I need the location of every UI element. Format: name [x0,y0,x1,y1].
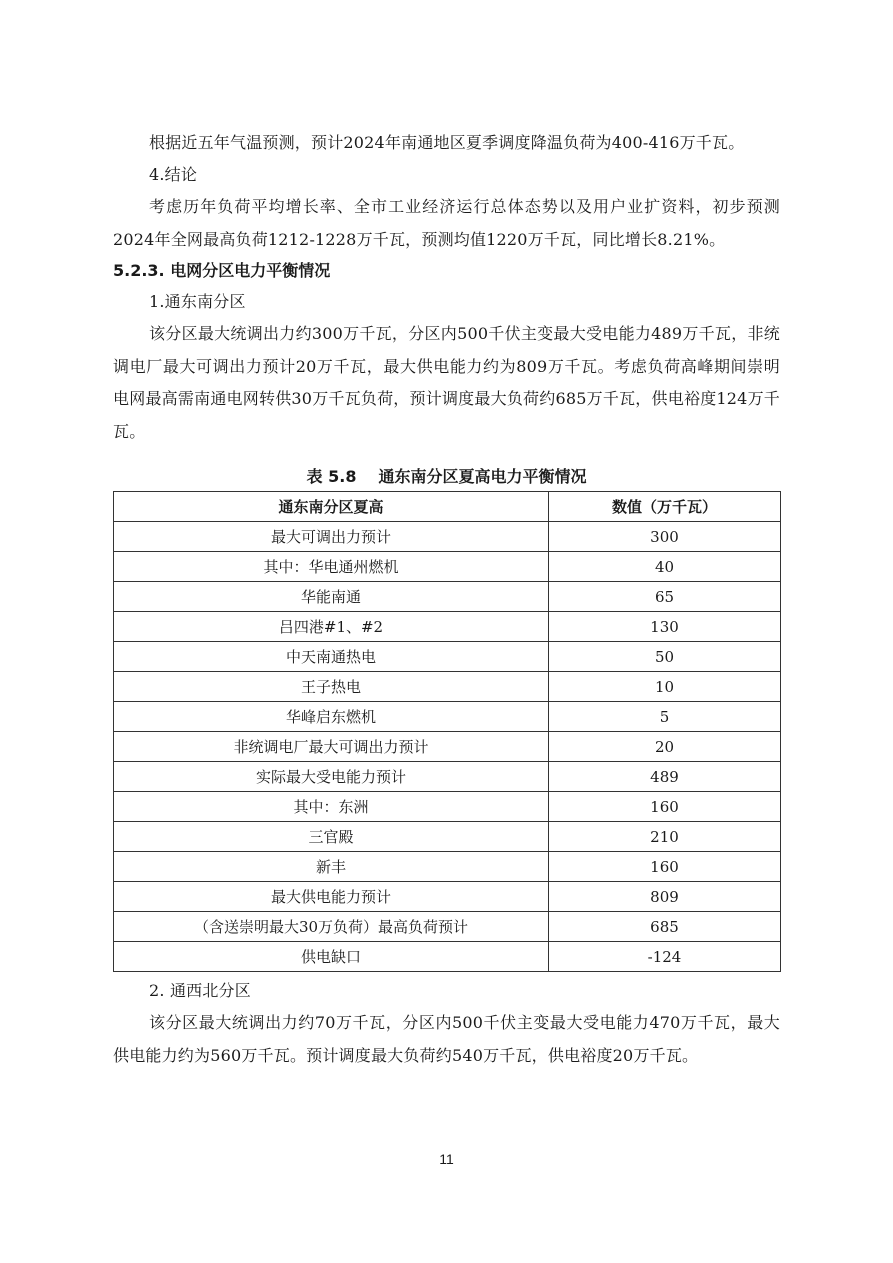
section-heading: 5.2.3. 电网分区电力平衡情况 [113,261,331,280]
table-cell-item: 新丰 [114,852,549,882]
table-row [114,882,781,912]
table-row [114,732,781,762]
table-cell-value: 160 [549,792,781,822]
paragraph-conclusion-text: 考虑历年负荷平均增长率、全市工业经济运行总体态势以及用户业扩资料，初步预测2024年全网最高负荷1212-1228万千瓦，预测均值1220万千瓦，同比增长8.21%。 [113,197,780,249]
table-cell-item: 华峰启东燃机 [114,702,549,732]
paragraph-cooling-load: 根据近五年气温预测，预计2024年南通地区夏季调度降温负荷为400-416万千瓦。 [149,133,745,152]
table-caption [113,466,780,488]
table-cell-item: 实际最大受电能力预计 [114,762,549,792]
table-cell-value: 50 [549,642,781,672]
paragraph-subsection-1: 1.通东南分区 [149,292,246,311]
paragraph-subsection-2: 2. 通西北分区 [149,981,251,1000]
table-cell-value: 160 [549,852,781,882]
table-cell-value: 809 [549,882,781,912]
table-cell-item: （含送崇明最大30万负荷）最高负荷预计 [114,912,549,942]
table-row [114,762,781,792]
table-row [114,582,781,612]
paragraph-subsection-2-text: 该分区最大统调出力约70万千瓦，分区内500千伏主变最大受电能力470万千瓦，最大供电能力约为560万千瓦。预计调度最大负荷约540万千瓦，供电裕度20万千瓦。 [113,1013,780,1065]
table-row [114,522,781,552]
page-number: 11 [439,1151,454,1167]
table-row [114,912,781,942]
table-cell-item: 其中：华电通州燃机 [114,552,549,582]
table-caption-title: 通东南分区夏高电力平衡情况 [378,467,587,486]
table-cell-value: 300 [549,522,781,552]
table-cell-item: 最大供电能力预计 [114,882,549,912]
table-cell-value: 210 [549,822,781,852]
table-row [114,852,781,882]
table-cell-item: 华能南通 [114,582,549,612]
table-cell-value: 10 [549,672,781,702]
table-cell-item: 最大可调出力预计 [114,522,549,552]
table-row [114,552,781,582]
paragraph-conclusion-label: 4.结论 [149,165,198,184]
table-header-value: 数值（万千瓦） [549,492,781,522]
table-cell-item: 王子热电 [114,672,549,702]
table-cell-item: 三官殿 [114,822,549,852]
table-header-item: 通东南分区夏高 [114,492,549,522]
table-row [114,642,781,672]
table-caption-number: 表 5.8 [306,467,357,486]
table-row [114,672,781,702]
table-cell-item: 供电缺口 [114,942,549,972]
table-cell-item: 中天南通热电 [114,642,549,672]
table-cell-value: 20 [549,732,781,762]
table-row [114,792,781,822]
power-balance-table [113,491,781,972]
table-cell-item: 其中：东洲 [114,792,549,822]
table-cell-item: 吕四港#1、#2 [114,612,549,642]
table-header-row [114,492,781,522]
table-cell-item: 非统调电厂最大可调出力预计 [114,732,549,762]
table-cell-value: 685 [549,912,781,942]
table-cell-value: 40 [549,552,781,582]
table-cell-value: 130 [549,612,781,642]
table-cell-value: 489 [549,762,781,792]
table-row [114,612,781,642]
paragraph-subsection-1-text: 该分区最大统调出力约300万千瓦，分区内500千伏主变最大受电能力489万千瓦，非统调电厂最大可调出力预计20万千瓦，最大供电能力约为809万千瓦。考虑负荷高峰期间崇明电网最高需南通电网转供30万千瓦负荷，预计调度最大负荷约685万千瓦，供电裕度124万千瓦。 [113,324,780,441]
table-row [114,702,781,732]
table-cell-value: 5 [549,702,781,732]
table-row [114,822,781,852]
table-cell-value: 65 [549,582,781,612]
table-cell-value: -124 [549,942,781,972]
table-row [114,942,781,972]
